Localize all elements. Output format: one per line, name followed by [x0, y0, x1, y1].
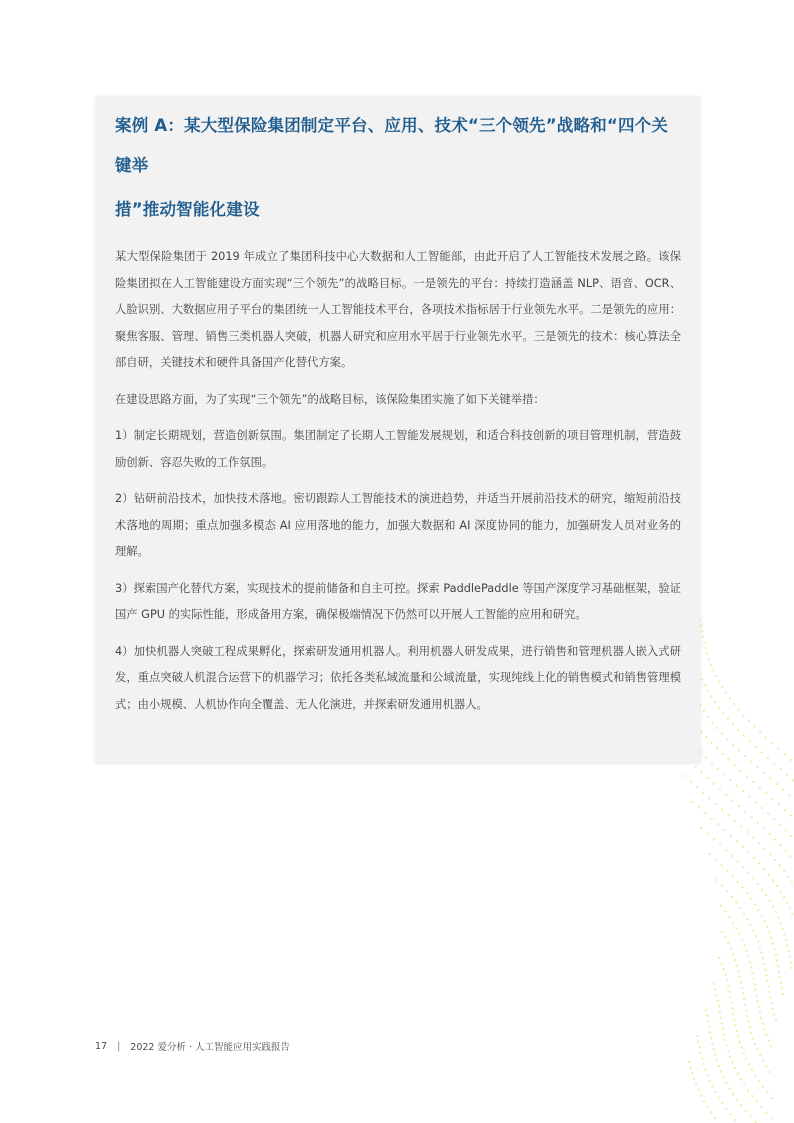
- case-paragraph-measure-3: 3）探索国产化替代方案，实现技术的提前储备和自主可控。探索 PaddlePaddle 等国产深度学习基础框架，验证国产 GPU 的实际性能，形成备用方案，确保极端情况下仍然可以开展人工智能的应用和研究。: [115, 581, 681, 621]
- page-footer: [95, 1039, 290, 1053]
- case-study-box: [96, 96, 700, 762]
- case-paragraph-measure-4: 4）加快机器人突破工程成果孵化，探索研发通用机器人。利用机器人研发成果，进行销售和管理机器人嵌入式研发，重点突破人机混合运营下的机器学习；依托各类私域流量和公域流量，实现纯线上化的销售模式和销售管理模式；由小规模、人机协作向全覆盖、无人化演进，并探索研发通用机器人。: [115, 644, 681, 711]
- case-paragraph-measure-2: 2）钻研前沿技术，加快技术落地。密切跟踪人工智能技术的演进趋势，并适当开展前沿技术的研究，缩短前沿技术落地的周期；重点加强多模态 AI 应用落地的能力，加强大数据和 AI 深度协同的能力，加强研发人员对业务的理解。: [115, 492, 681, 558]
- case-body: [115, 244, 681, 718]
- case-title: [115, 106, 681, 230]
- case-title-line-1: 案例 A：某大型保险集团制定平台、应用、技术“三个领先”战略和“四个关键举: [115, 116, 669, 175]
- case-paragraph-measure-1: 1）制定长期规划，营造创新氛围。集团制定了长期人工智能发展规划，和适合科技创新的项目管理机制，营造鼓励创新、容忍失败的工作氛围。: [115, 429, 681, 469]
- footer-separator: |: [117, 1040, 121, 1052]
- case-paragraph-approach: 在建设思路方面，为了实现“三个领先”的战略目标，该保险集团实施了如下关键举措：: [115, 392, 545, 406]
- report-title: 2022 爱分析 · 人工智能应用实践报告: [130, 1042, 291, 1053]
- case-title-line-2: 措”推动智能化建设: [115, 200, 260, 219]
- page-number: 17: [95, 1040, 108, 1052]
- case-paragraph-intro: 某大型保险集团于 2019 年成立了集团科技中心大数据和人工智能部，由此开启了人工智能技术发展之路。该保险集团拟在人工智能建设方面实现“三个领先”的战略目标。一是领先的平台：持续打造涵盖 NLP、语音、OCR、人脸识别、大数据应用子平台的集团统一人工智能技术平台，各项技术指标居于行业领先水平。二是领先的应用：聚焦客服、管理、销售三类机器人突破，机器人研究和应用水平居于行业领先水平。三是领先的技术：核心算法全部自研，关键技术和硬件具备国产化替代方案。: [115, 250, 681, 369]
